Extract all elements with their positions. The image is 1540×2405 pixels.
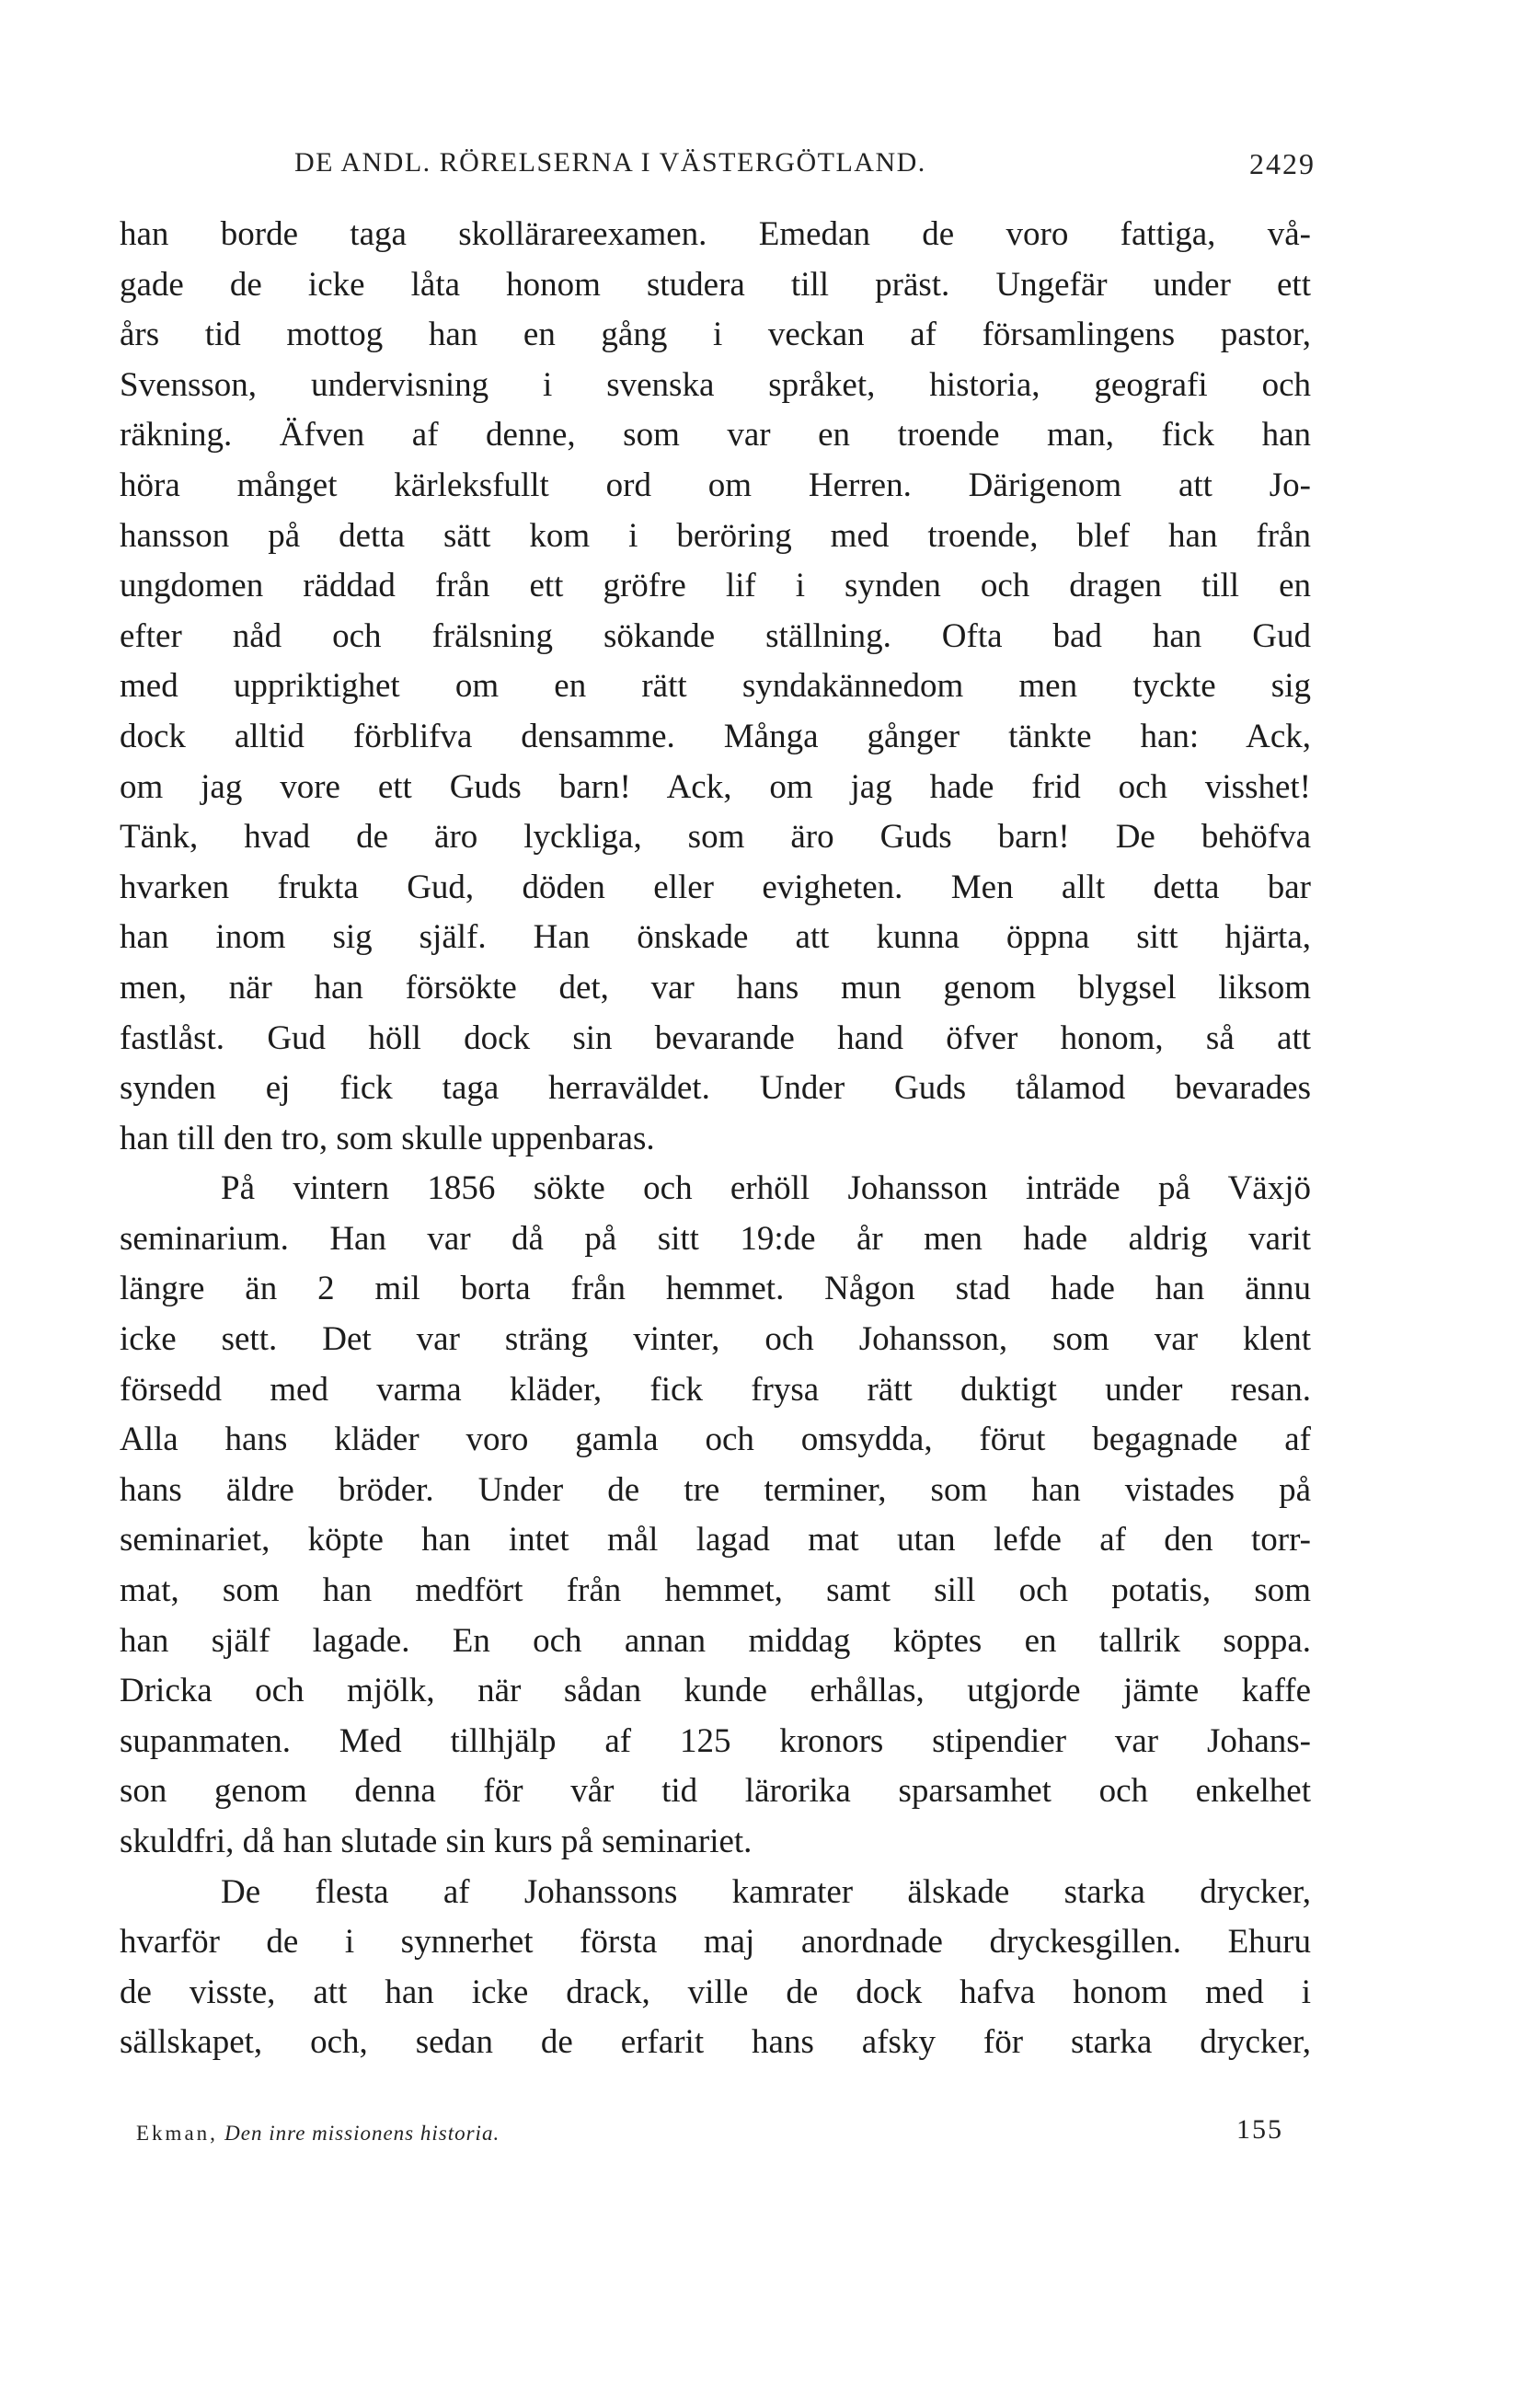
text-line: försedd med varma kläder, fick frysa rätt duktigt under resan. — [120, 1370, 1311, 1409]
text-line: sällskapet, och, sedan de erfarit hans afsky för starka drycker, — [120, 2023, 1311, 2062]
paragraph-start-line: De flesta af Johanssons kamrater älskade starka drycker, — [221, 1872, 1311, 1911]
signature-line — [136, 2122, 500, 2146]
text-line: son genom denna för vår tid lärorika sparsamhet och enkelhet — [120, 1772, 1311, 1811]
text-line: räkning. Äfven af denne, som var en troende man, fick han — [120, 416, 1311, 455]
page-number: 2429 — [1249, 147, 1316, 180]
text-line: mat, som han medfört från hemmet, samt sill och potatis, som — [120, 1571, 1311, 1610]
text-line: han borde taga skollärareexamen. Emedan de voro fattiga, vå- — [120, 215, 1311, 253]
text-line: Dricka och mjölk, när sådan kunde erhållas, utgjorde jämte kaffe — [120, 1672, 1311, 1710]
text-line: med uppriktighet om en rätt syndakännedom men tyckte sig — [120, 667, 1311, 706]
text-line: Svensson, undervisning i svenska språket, historia, geografi och — [120, 365, 1311, 404]
paragraph-end-line: skuldfri, då han slutade sin kurs på seminariet. — [120, 1823, 753, 1860]
text-line: icke sett. Det var sträng vinter, och Johansson, som var klent — [120, 1320, 1311, 1359]
text-line: höra månget kärleksfullt ord om Herren. Därigenom att Jo- — [120, 466, 1311, 504]
text-line: seminarium. Han var då på sitt 19:de år men hade aldrig varit — [120, 1219, 1311, 1258]
text-line: han inom sig själf. Han önskade att kunna öppna sitt hjärta, — [120, 918, 1311, 957]
text-line: seminariet, köpte han intet mål lagad mat utan lefde af den torr- — [120, 1521, 1311, 1559]
text-line: om jag vore ett Guds barn! Ack, om jag hade frid och visshet! — [120, 767, 1311, 806]
text-line: års tid mottog han en gång i veckan af församlingens pastor, — [120, 316, 1311, 354]
text-line: hvarför de i synnerhet första maj anordnade dryckesgillen. Ehuru — [120, 1923, 1311, 1962]
paragraph-start-line: På vintern 1856 sökte och erhöll Johansson inträde på Växjö — [221, 1169, 1311, 1208]
text-line: de visste, att han icke drack, ville de dock hafva honom med i — [120, 1973, 1311, 2011]
running-head — [120, 147, 1316, 188]
text-line: hansson på detta sätt kom i beröring med troende, blef han från — [120, 516, 1311, 555]
footer-work-title: Den inre missionens historia. — [224, 2122, 500, 2145]
paragraph-end-line: han till den tro, som skulle uppenbaras. — [120, 1119, 655, 1157]
text-line: han själf lagade. En och annan middag köptes en tallrik soppa. — [120, 1621, 1311, 1660]
text-line: ungdomen räddad från ett gröfre lif i synden och dragen till en — [120, 567, 1311, 605]
text-line: längre än 2 mil borta från hemmet. Någon stad hade han ännu — [120, 1270, 1311, 1308]
text-line: dock alltid förblifva densamme. Många gånger tänkte han: Ack, — [120, 717, 1311, 755]
text-line: gade de icke låta honom studera till präst. Ungefär under ett — [120, 265, 1311, 304]
text-line: men, när han försökte det, var hans mun genom blygsel liksom — [120, 968, 1311, 1007]
sheet-number: 155 — [1236, 2114, 1283, 2145]
text-line: hans äldre bröder. Under de tre terminer, som han vistades på — [120, 1470, 1311, 1509]
text-line: Alla hans kläder voro gamla och omsydda, förut begagnade af — [120, 1421, 1311, 1459]
text-line: synden ej fick taga herraväldet. Under Guds tålamod bevarades — [120, 1069, 1311, 1108]
text-line: Tänk, hvad de äro lyckliga, som äro Guds barn! De behöfva — [120, 818, 1311, 857]
running-title: DE ANDL. RÖRELSERNA I VÄSTERGÖTLAND. — [294, 147, 926, 178]
text-line: fastlåst. Gud höll dock sin bevarande hand öfver honom, så att — [120, 1018, 1311, 1057]
footer — [120, 2114, 1283, 2151]
text-line: supanmaten. Med tillhjälp af 125 kronors stipendier var Johans- — [120, 1721, 1311, 1760]
footer-author: Ekman, — [136, 2122, 218, 2145]
text-line: efter nåd och frälsning sökande ställning. Ofta bad han Gud — [120, 616, 1311, 655]
text-line: hvarken frukta Gud, döden eller evigheten. Men allt detta bar — [120, 868, 1311, 906]
body-text — [120, 210, 1311, 2068]
